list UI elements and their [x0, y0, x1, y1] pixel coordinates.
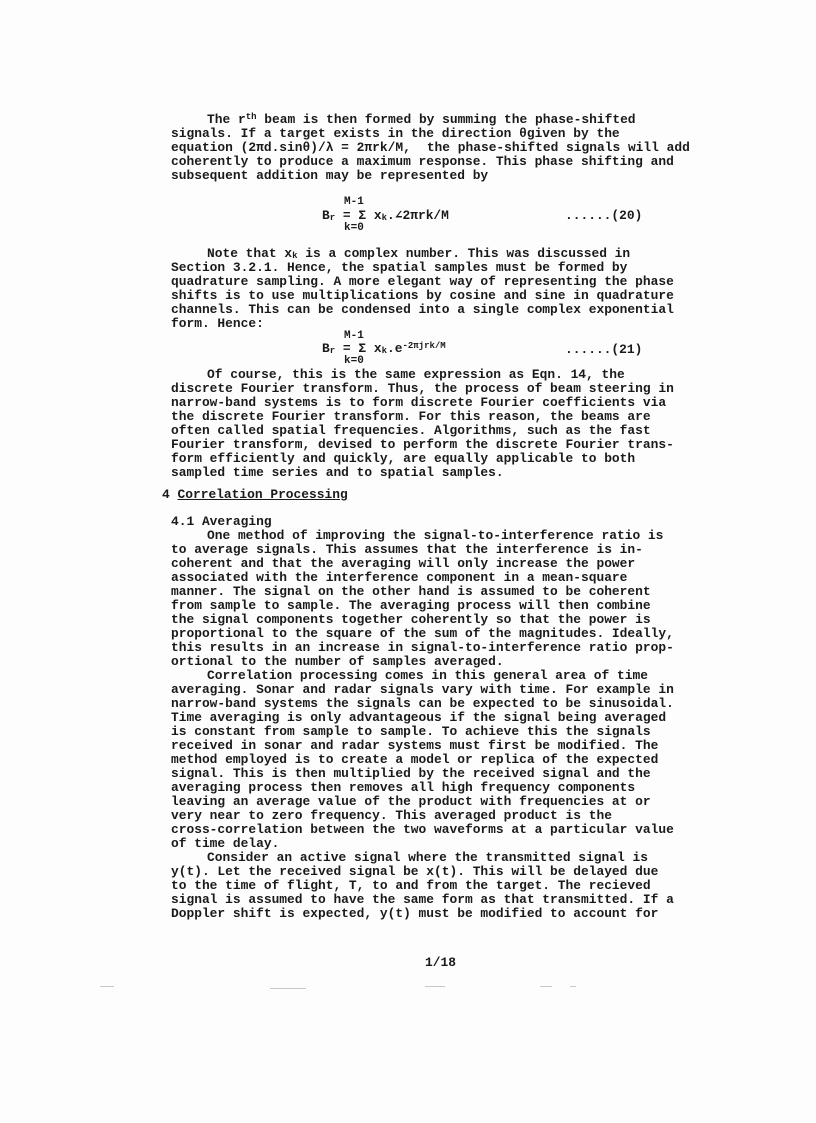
para2-line-6: form. Hence: [171, 316, 264, 331]
para5-line-13: of time delay. [171, 836, 280, 851]
sum-lower-limit: k=0 [344, 355, 364, 367]
para3-line-8: sampled time series and to spatial samples. [171, 465, 504, 480]
para4-line-5: manner. The signal on the other hand is assumed to be coherent [171, 584, 651, 599]
para6-line-3: to the time of flight, T, to and from the target. The recieved [171, 878, 651, 893]
inline-equation: equation (2πd.sinθ)/λ = 2πrk/M, [171, 140, 411, 155]
text: B [322, 341, 330, 356]
text: = Σ x [335, 208, 382, 223]
para5-line-10: leaving an average value of the product with frequencies at or [171, 794, 651, 809]
sum-upper-limit: M-1 [344, 330, 364, 342]
para6-line-2: y(t). Let the received signal be x(t). This will be delayed due [171, 864, 659, 879]
text: Note that x [207, 246, 293, 261]
para1-line-3 [171, 141, 690, 155]
exponent: -2πjrk/M [402, 341, 446, 351]
para4-line-6: from sample to sample. The averaging process will then combine [171, 598, 651, 613]
sum-lower-limit: k=0 [344, 222, 364, 234]
equation-number: ......(21) [565, 342, 643, 357]
section-heading [162, 488, 348, 502]
para5-line-3: narrow-band systems the signals can be expected to be sinusoidal. [171, 696, 674, 711]
text: The r [207, 112, 246, 127]
subscript: k [292, 250, 298, 261]
para3-line-5: often called spatial frequencies. Algorithms, such as the fast [171, 423, 651, 438]
text: .e [386, 341, 403, 356]
para2-line-4: shifts is to use multiplications by cosine and sine in quadrature [171, 288, 674, 303]
text: the phase-shifted signals will add [426, 140, 690, 155]
sum-upper-limit: M-1 [344, 196, 364, 208]
para5-line-4: Time averaging is only advantageous if the signal being averaged [171, 710, 667, 725]
page-number: 1/18 [425, 955, 456, 970]
para5-line-6: received in sonar and radar systems must first be modified. The [171, 738, 659, 753]
scan-speck [570, 986, 576, 987]
para1-line-5: subsequent addition may be represented by [171, 168, 489, 183]
para4-line-3: coherent and that the averaging will only increase the power [171, 556, 636, 571]
para1-line-1 [207, 113, 636, 127]
para5-line-7: method employed is to create a model or replica of the expected [171, 752, 659, 767]
superscript: th [245, 112, 257, 122]
equation-body [322, 209, 449, 223]
text: .∠2πrk/M [386, 208, 449, 223]
para3-line-7: form efficiently and quickly, are equally applicable to both [171, 451, 636, 466]
para1-line-4: coherently to produce a maximum response. This phase shifting and [171, 154, 674, 169]
para4-line-8: proportional to the square of the sum of the magnitudes. Ideally, [171, 626, 674, 641]
para3-line-3: narrow-band systems is to form discrete Fourier coefficients via [171, 395, 667, 410]
subscript: k [381, 212, 387, 223]
para1-line-2: signals. If a target exists in the direction θgiven by the [171, 126, 620, 141]
subscript: k [381, 345, 387, 356]
para5-line-5: is constant from sample to sample. To achieve this the signals [171, 724, 651, 739]
para2-line-2: Section 3.2.1. Hence, the spatial samples must be formed by [171, 260, 628, 275]
para5-line-9: averaging process then removes all high frequency components [171, 780, 636, 795]
para5-line-2: averaging. Sonar and radar signals vary with time. For example in [171, 682, 674, 697]
subscript: r [329, 212, 336, 223]
para6-line-4: signal is assumed to have the same form as that transmitted. If a [171, 892, 674, 907]
section-number: 4 [162, 487, 170, 502]
para5-line-12: cross-correlation between the two waveforms at a particular value [171, 822, 674, 837]
scan-speck [270, 988, 306, 989]
para2-line-1 [207, 247, 630, 261]
para5-line-11: very near to zero frequency. This averaged product is the [171, 808, 612, 823]
para3-line-2: discrete Fourier transform. Thus, the process of beam steering in [171, 381, 674, 396]
scan-speck [425, 986, 445, 987]
text: is a complex number. This was discussed in [297, 246, 631, 261]
text: B [322, 208, 330, 223]
para4-line-1: One method of improving the signal-to-interference ratio is [207, 528, 664, 543]
text: = Σ x [335, 341, 382, 356]
subsection-heading: 4.1 Averaging [171, 514, 272, 529]
para4-line-4: associated with the interference component in a mean-square [171, 570, 628, 585]
para5-line-8: signal. This is then multiplied by the received signal and the [171, 766, 651, 781]
text: beam is then formed by summing the phase-shifted [256, 112, 636, 127]
para2-line-5: channels. This can be condensed into a single complex exponential [171, 302, 674, 317]
para3-line-4: the discrete Fourier transform. For this reason, the beams are [171, 409, 651, 424]
equation-body [322, 342, 446, 356]
para6-line-1: Consider an active signal where the transmitted signal is [207, 850, 648, 865]
para4-line-10: ortional to the number of samples averaged. [171, 654, 504, 669]
para3-line-6: Fourier transform, devised to perform the discrete Fourier trans- [171, 437, 674, 452]
para5-line-1: Correlation processing comes in this general area of time [207, 668, 648, 683]
para3-line-1: Of course, this is the same expression as Eqn. 14, the [207, 367, 625, 382]
para4-line-7: the signal components together coherently so that the power is [171, 612, 651, 627]
scan-speck [100, 986, 114, 987]
para6-line-5: Doppler shift is expected, y(t) must be modified to account for [171, 906, 659, 921]
para4-line-2: to average signals. This assumes that the interference is in- [171, 542, 643, 557]
para2-line-3: quadrature sampling. A more elegant way of representing the phase [171, 274, 674, 289]
subscript: r [329, 345, 336, 356]
equation-number: ......(20) [565, 208, 643, 223]
para4-line-9: this results in an increase in signal-to-interference ratio prop- [171, 640, 674, 655]
scan-speck [540, 986, 552, 987]
section-title: Correlation Processing [177, 487, 348, 502]
